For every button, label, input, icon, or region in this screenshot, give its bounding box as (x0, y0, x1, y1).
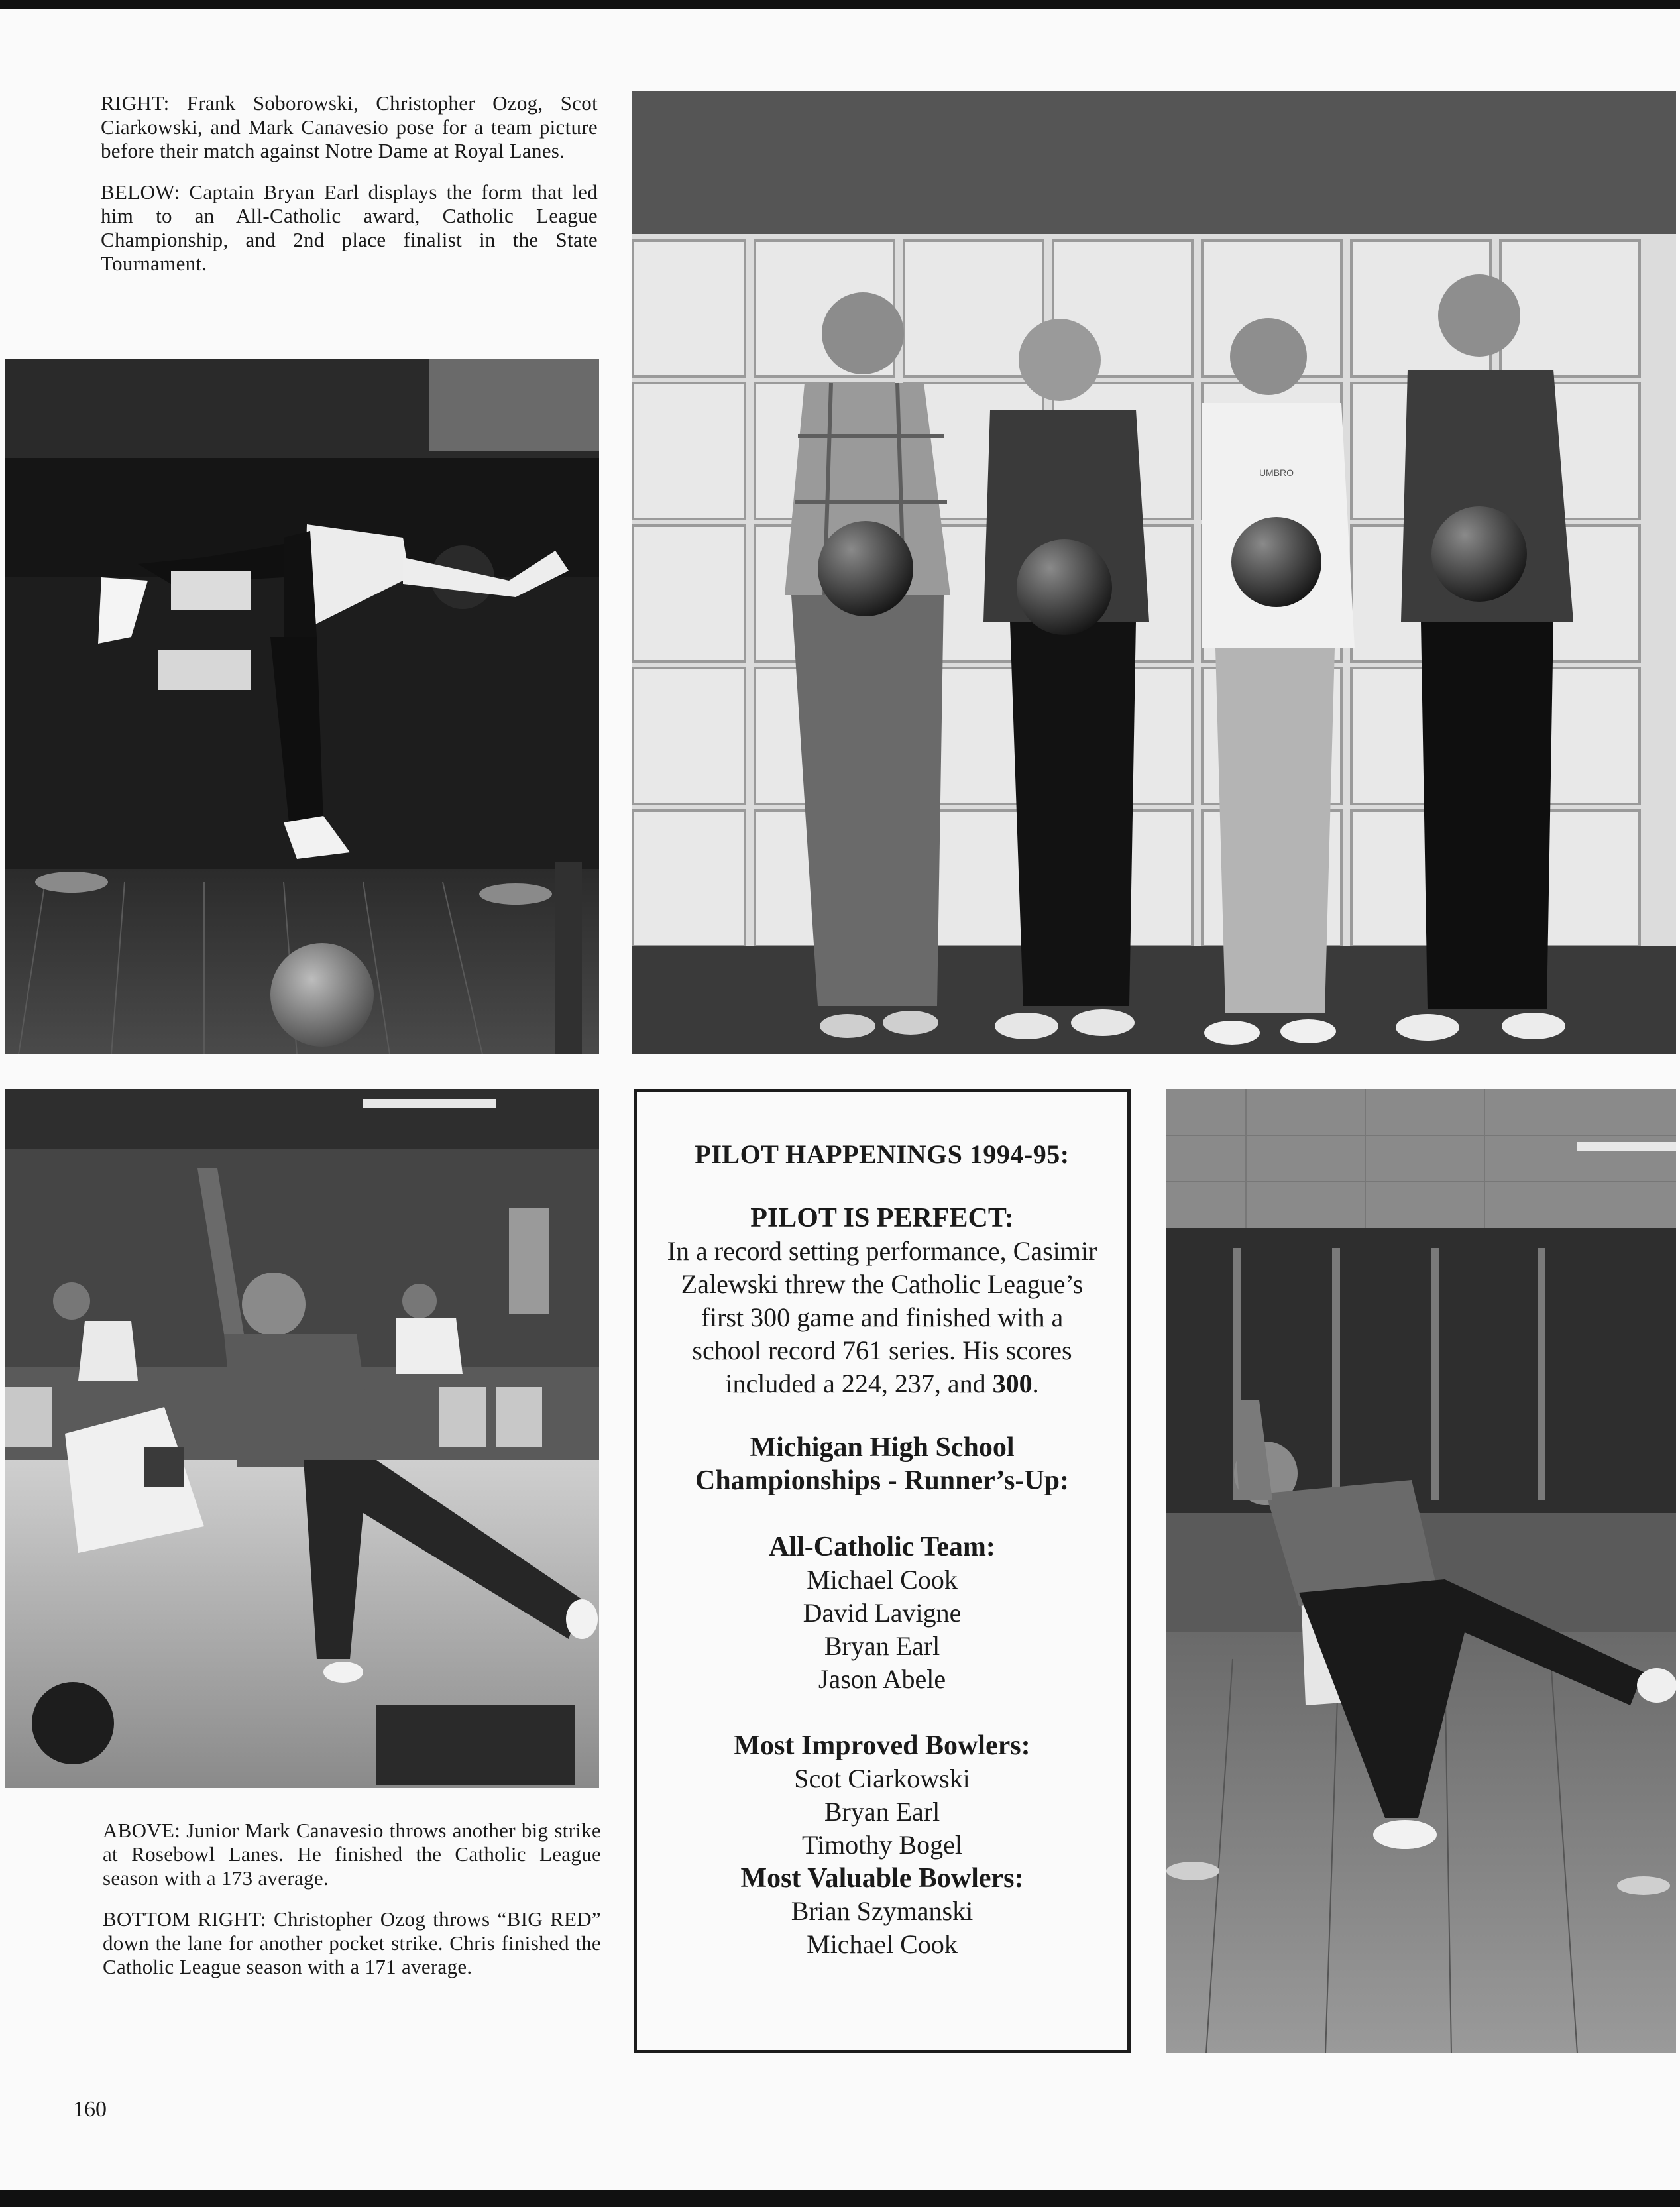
pilot-happenings-box (634, 1089, 1131, 2053)
perfect-heading: PILOT IS PERFECT: (750, 1203, 1014, 1233)
box-title: PILOT HAPPENINGS 1994-95: (695, 1139, 1070, 1169)
caption-bottom-right: BOTTOM RIGHT: Christopher Ozog throws “BIG RED” down the lane for another pocket strike. Chris finished the Catholic League season with a 171 average. (103, 1907, 601, 1978)
perfect-end: . (1032, 1369, 1039, 1398)
photo-mark-canavesio-rosebowl (5, 1089, 599, 1788)
improved-name: Timothy Bogel (802, 1830, 962, 1860)
caption-top-left (101, 91, 598, 293)
page-number: 160 (73, 2097, 107, 2122)
page-bottom-border (0, 2190, 1680, 2207)
perfect-body-block (663, 1235, 1101, 1400)
all-catholic-name: David Lavigne (803, 1598, 962, 1628)
photo-bryan-earl-bowling (5, 359, 599, 1054)
page-top-border (0, 0, 1680, 9)
valuable-heading: Most Valuable Bowlers: (740, 1863, 1024, 1894)
photo-christopher-ozog-throw (1166, 1089, 1676, 2053)
all-catholic-name: Michael Cook (807, 1565, 958, 1595)
championship-heading: Michigan High School Championships - Runner’s-Up: (695, 1432, 1069, 1496)
caption-below: BELOW: Captain Bryan Earl displays the form that led him to an All-Catholic award, Catholic League Championship, and 2nd place finalist in the State Tournament. (101, 180, 598, 275)
valuable-name: Brian Szymanski (791, 1896, 974, 1926)
improved-name: Bryan Earl (824, 1797, 940, 1827)
caption-right: RIGHT: Frank Soborowski, Christopher Ozog, Scot Ciarkowski, and Mark Canavesio pose for a team picture before their match against Notre Dame at Royal Lanes. (101, 91, 598, 162)
valuable-name: Michael Cook (807, 1929, 958, 1959)
perfect-body: In a record setting performance, Casimir Zalewski threw the Catholic League’s first 300 game and finished with a school record 761 series. His scores included a 224, 237, and (667, 1236, 1097, 1398)
improved-heading: Most Improved Bowlers: (734, 1730, 1031, 1761)
photo-team-royal-lanes (632, 91, 1676, 1054)
caption-above: ABOVE: Junior Mark Canavesio throws another big strike at Rosebowl Lanes. He finished the Catholic League season with a 173 average. (103, 1819, 601, 1890)
all-catholic-heading: All-Catholic Team: (769, 1532, 995, 1562)
caption-bottom-left (103, 1819, 601, 1996)
all-catholic-name: Jason Abele (818, 1664, 946, 1694)
all-catholic-name: Bryan Earl (824, 1631, 940, 1661)
perfect-score: 300 (992, 1369, 1033, 1398)
improved-name: Scot Ciarkowski (794, 1764, 970, 1793)
shirt-logo: UMBRO (1259, 467, 1294, 478)
